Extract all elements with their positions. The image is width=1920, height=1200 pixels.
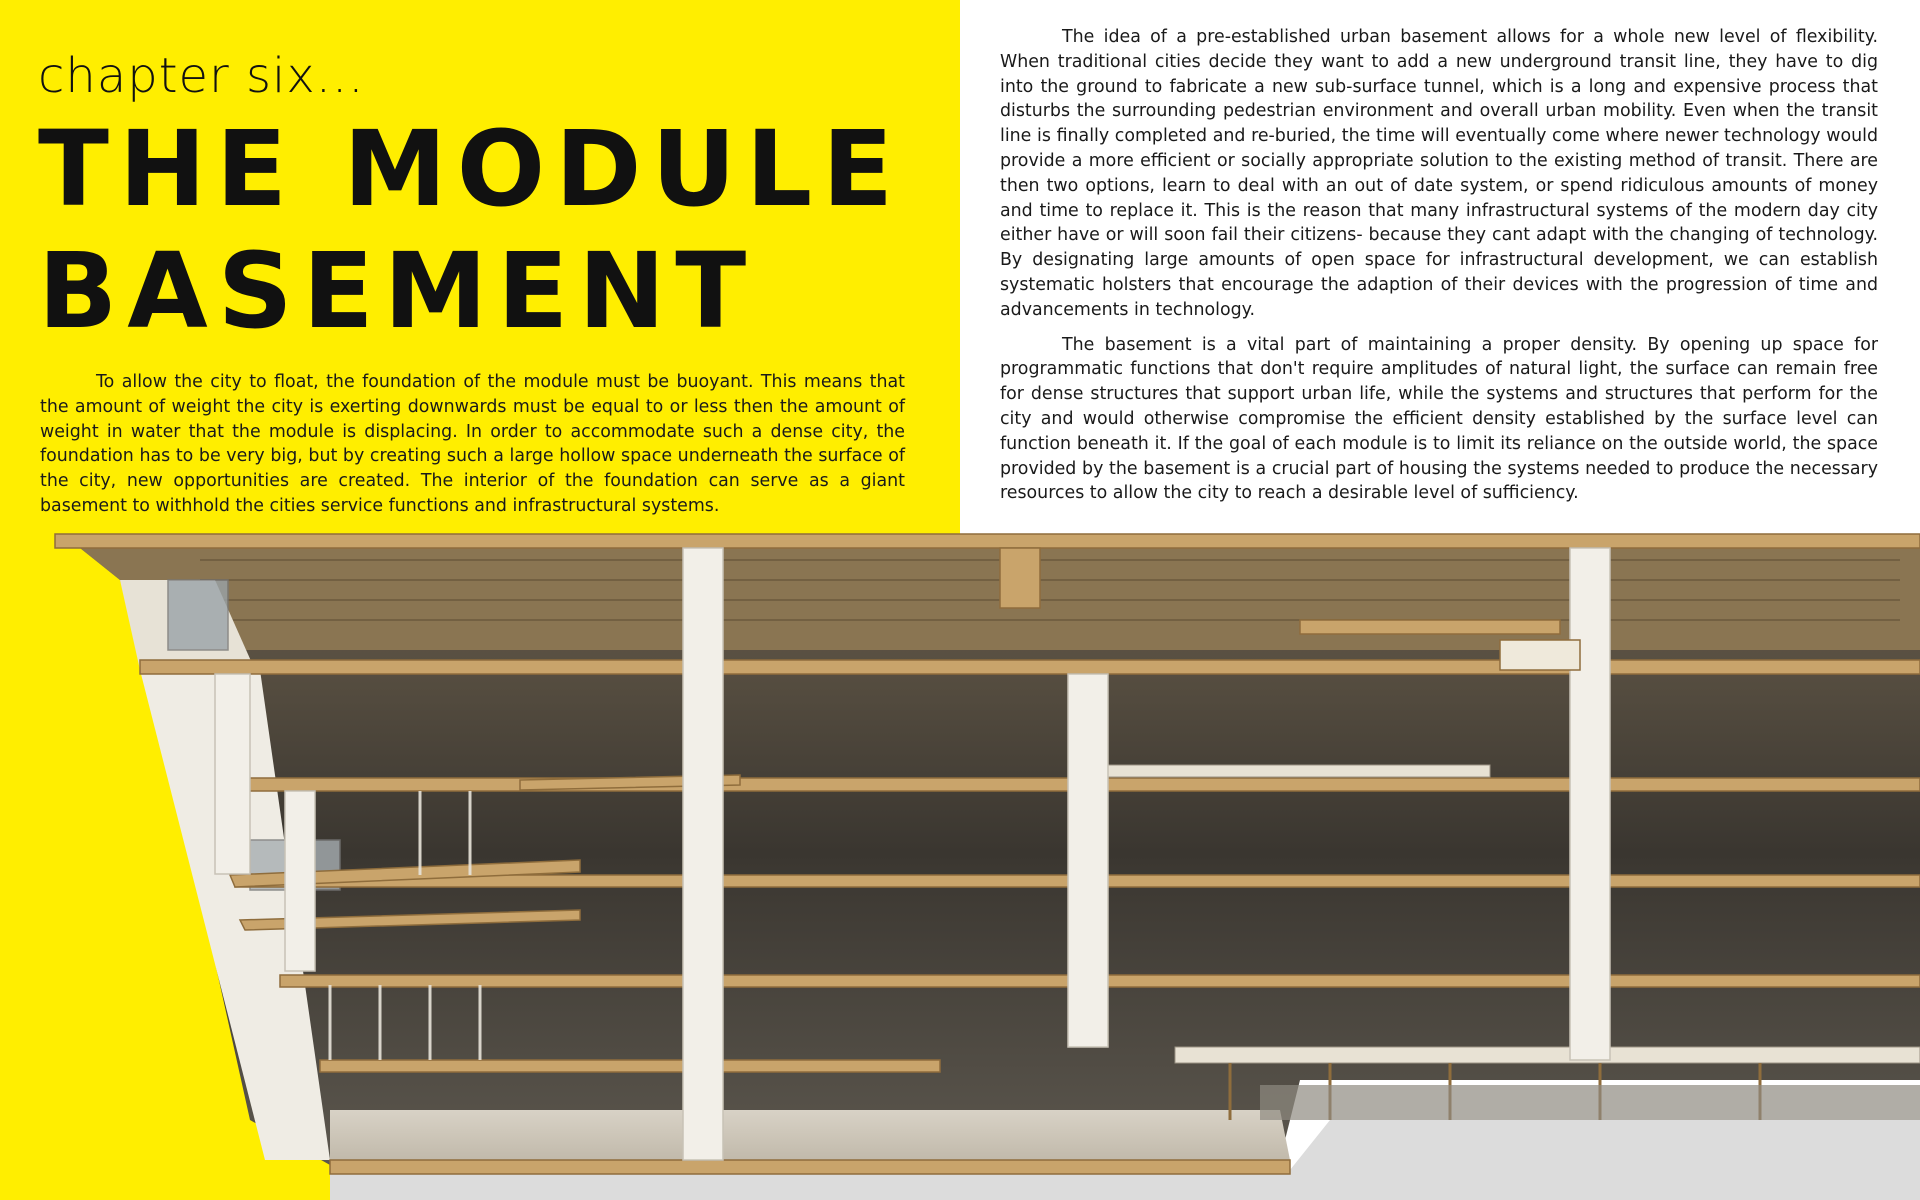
right-body-paragraph-2: The basement is a vital part of maintaining a proper density. By opening up space for programmatic functions that don't require amplitudes of natural light, the surface can remain free for dense structures that support urban life, while the systems and structures that perform for the city and would otherwise compromise the efficient density established by the surface level can function beneath it. If the goal of each module is to limit its reliance on the outside world, the space provided by the basement is a crucial part of housing the systems needed to produce the necessary resources to allow the city to reach a desirable level of sufficiency.	[1000, 334, 1878, 504]
basement-floor	[330, 1110, 1290, 1165]
right-body-column	[1000, 25, 1878, 516]
ceiling-slab	[70, 540, 1920, 650]
chapter-title	[38, 108, 938, 352]
left-body-paragraph: To allow the city to float, the foundation of the module must be buoyant. This means that the amount of weight the city is exerting downwards must be equal to or less then the amount of weight in water that the module is displacing. In order to accommodate such a dense city, the foundation has to be very big, but by creating such a large hollow space underneath the surface of the city, new opportunities are created. The interior of the foundation can serve as a giant basement to withhold the cities service functions and infrastructural systems.	[40, 372, 905, 516]
chapter-title-line-2: BASEMENT	[38, 230, 757, 352]
chapter-title-line-1: THE MODULE	[38, 108, 904, 230]
architectural-model-photo	[0, 520, 1920, 1200]
right-body-paragraph-1: The idea of a pre-established urban basement allows for a whole new level of flexibility. When traditional cities decide they want to add a new underground transit line, they have to dig into the ground to fabricate a new sub-surface tunnel, which is a long and expensive process that disturbs the surrounding pedestrian environment and overall urban mobility. Even when the transit line is finally completed and re-buried, the time will eventually come where newer technology would provide a more efficient or socially appropriate solution to the existing method of transit. There are then two options, learn to deal with an out of date system, or spend ridiculous amounts of money and time to replace it. This is the reason that many infrastructural systems of the modern day city either have or will soon fail their citizens- because they cant adapt with the changing of technology. By designating large amounts of open space for infrastructural development, we can establish systematic holsters that encourage the adaption of their devices with the progression of time and advancements in technology.	[1000, 27, 1878, 320]
chapter-kicker: chapter six...	[38, 48, 365, 104]
